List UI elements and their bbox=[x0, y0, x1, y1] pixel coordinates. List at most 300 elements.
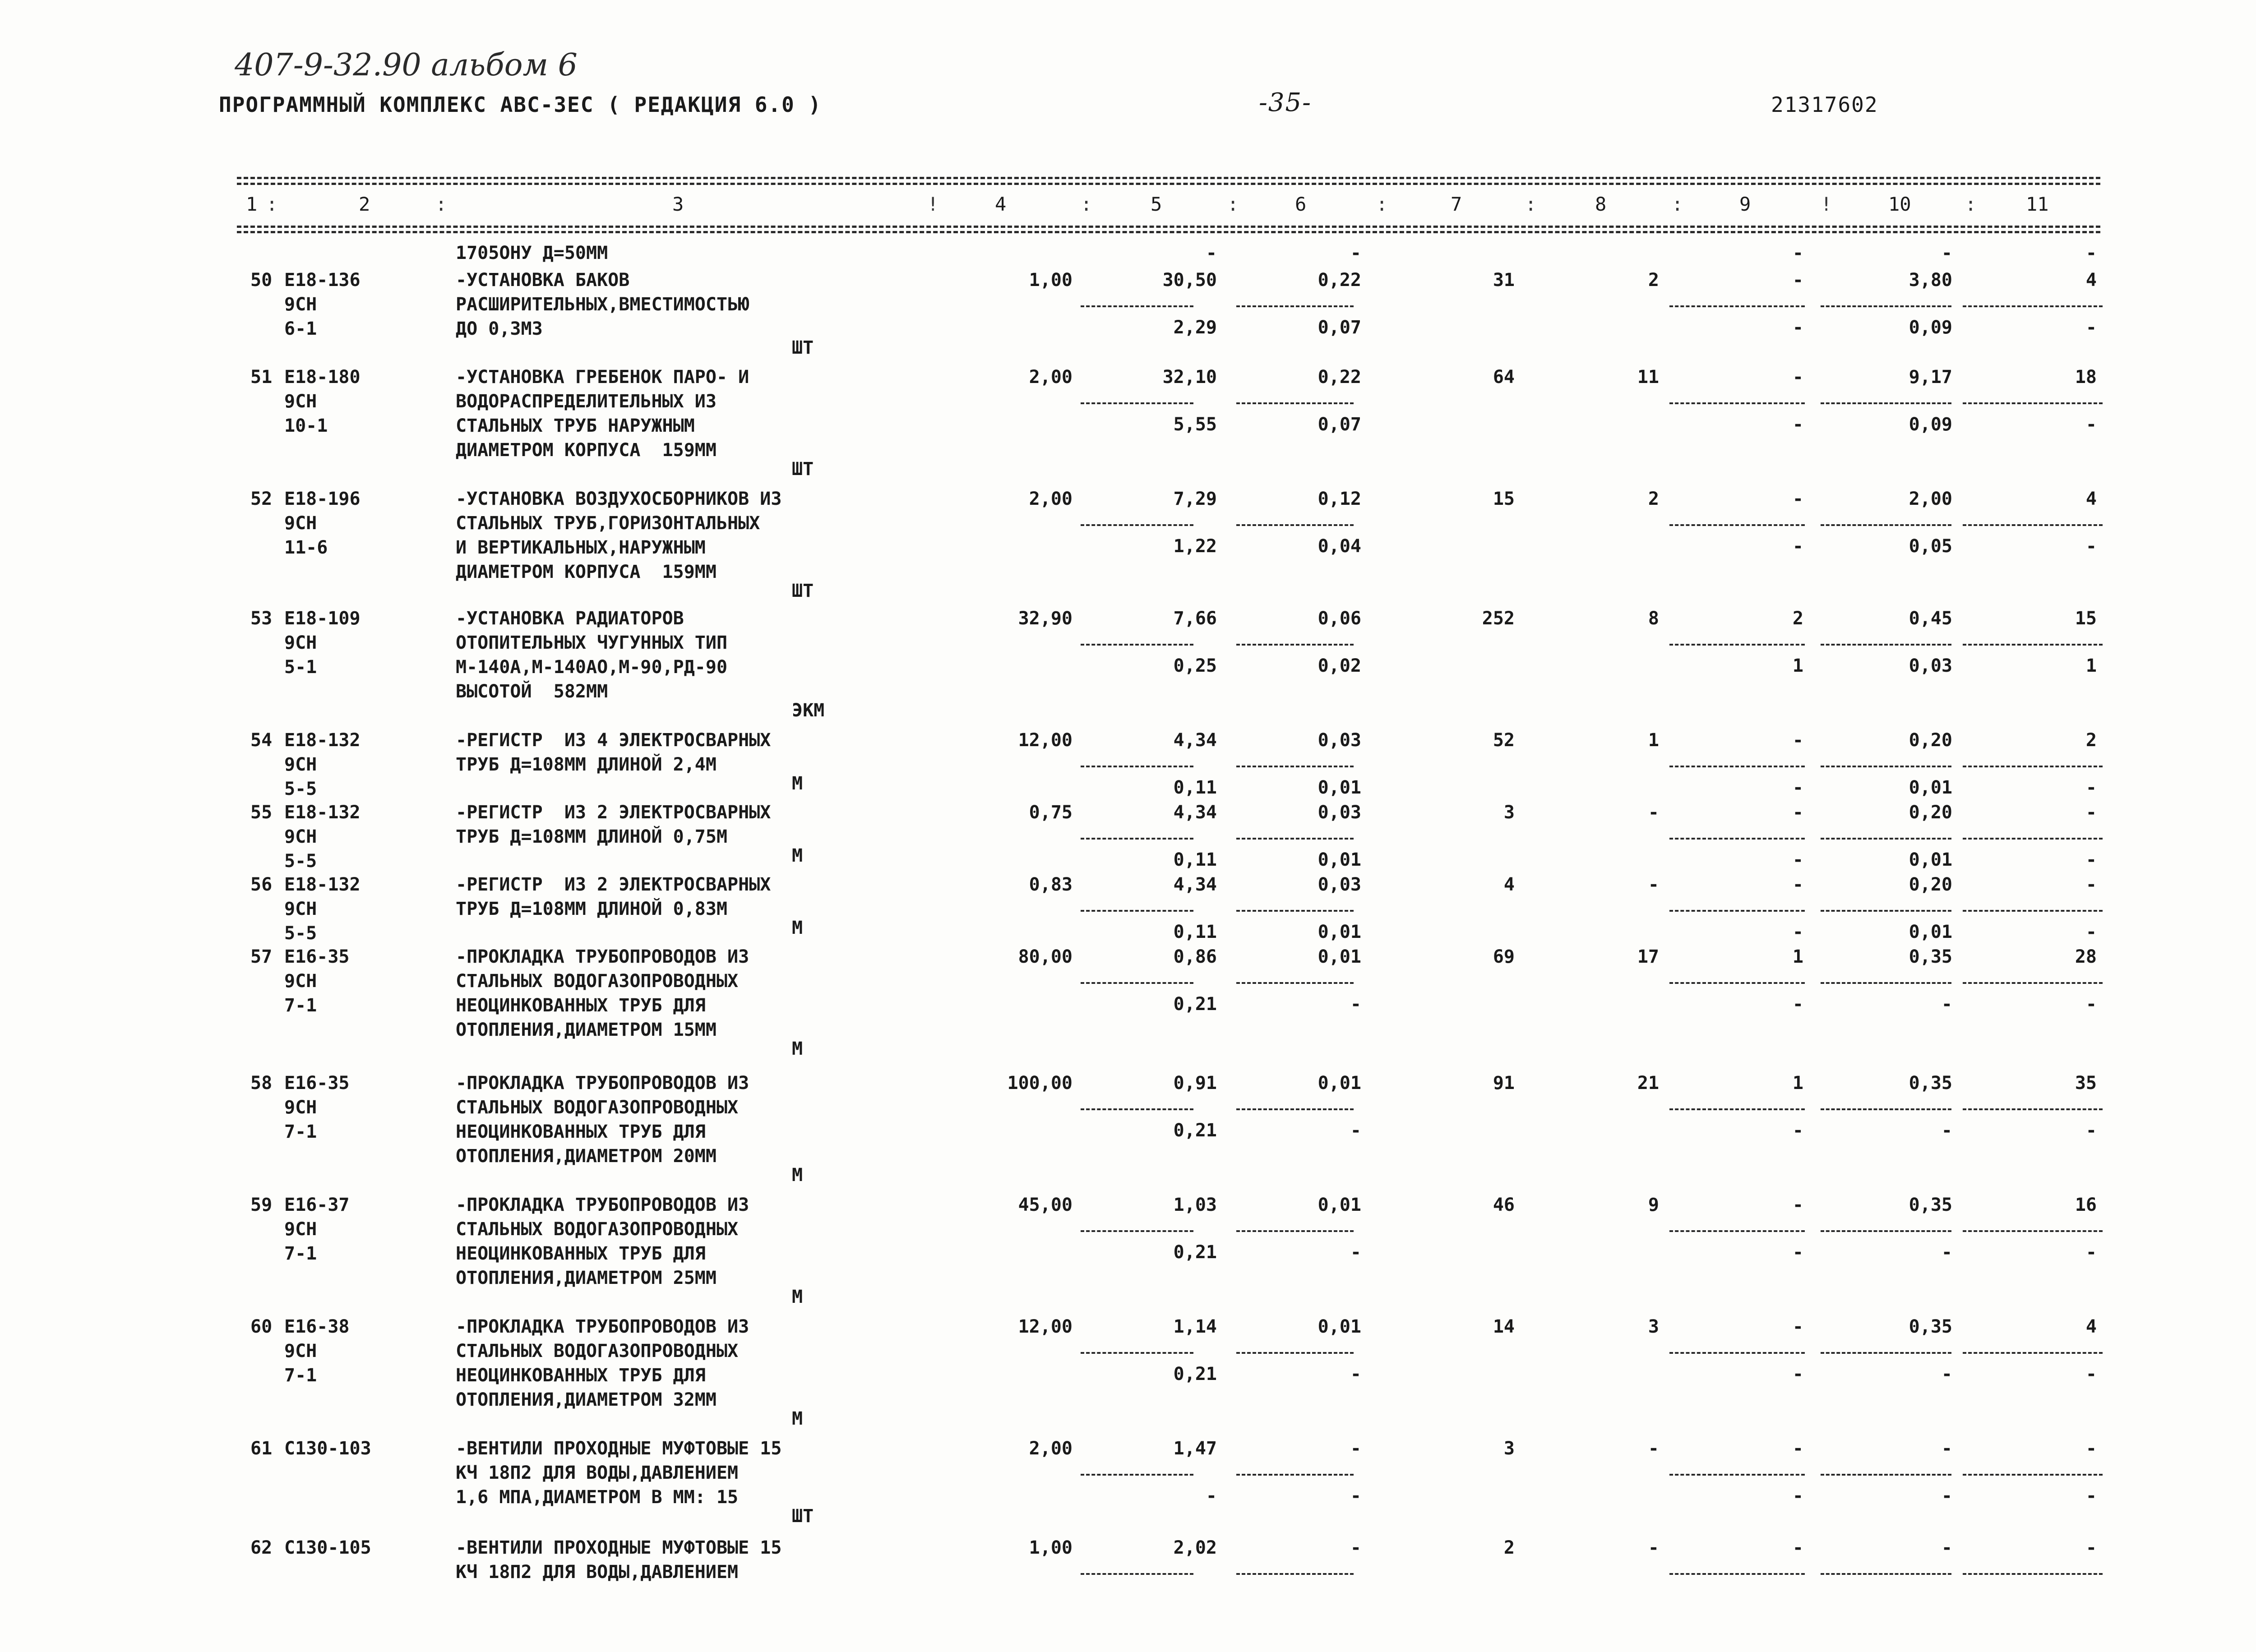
cell-c6: - bbox=[1350, 1537, 1361, 1558]
cell-c10b: 0,09 bbox=[1909, 414, 1952, 435]
norm-code: 7-1 bbox=[284, 1121, 317, 1142]
row-number: 55 bbox=[250, 802, 273, 823]
cell-divider-line bbox=[1963, 982, 2103, 984]
cell-divider-line bbox=[1821, 644, 1951, 646]
norm-code: 9СН bbox=[284, 294, 317, 315]
cell-c4: 32,90 bbox=[1018, 608, 1073, 629]
norm-code: Е18-180 bbox=[284, 367, 361, 388]
norm-code: С130-105 bbox=[284, 1537, 371, 1558]
cell-c6: 0,06 bbox=[1318, 608, 1361, 629]
work-description: -УСТАНОВКА БАКОВ bbox=[456, 270, 630, 291]
cell-c5b: 1,22 bbox=[1173, 536, 1217, 557]
cell-c10b: - bbox=[1941, 1364, 1952, 1384]
norm-code: 11-6 bbox=[284, 537, 328, 558]
cell-c7: 14 bbox=[1493, 1316, 1515, 1337]
cell-c6: 0,03 bbox=[1318, 730, 1361, 751]
norm-code: Е18-132 bbox=[284, 802, 361, 823]
norm-code: Е18-136 bbox=[284, 270, 361, 291]
row-number: 58 bbox=[250, 1073, 273, 1094]
cell-c5: 7,29 bbox=[1173, 489, 1217, 509]
cell-c5: 7,66 bbox=[1173, 608, 1217, 629]
cell-c6: 0,22 bbox=[1318, 270, 1361, 291]
cell-c11: 2 bbox=[2085, 730, 2097, 751]
cell-c5b: 0,11 bbox=[1173, 777, 1217, 798]
cell-divider-line bbox=[1821, 305, 1951, 307]
cell-c8: 1 bbox=[1648, 730, 1659, 751]
work-description: НЕОЦИНКОВАННЫХ ТРУБ ДЛЯ bbox=[456, 995, 706, 1016]
work-description: ОТОПИТЕЛЬНЫХ ЧУГУННЫХ ТИП bbox=[456, 632, 728, 653]
cell-c4: 2,00 bbox=[1029, 367, 1073, 388]
norm-code: Е16-38 bbox=[284, 1316, 350, 1337]
cell-divider-line bbox=[1081, 305, 1193, 307]
cell-c5: 4,34 bbox=[1173, 874, 1217, 895]
work-description: ВЫСОТОЙ 582ММ bbox=[456, 681, 608, 702]
work-description: -ПРОКЛАДКА ТРУБОПРОВОДОВ ИЗ bbox=[456, 1195, 749, 1215]
cell-divider-line bbox=[1821, 1108, 1951, 1110]
cell-divider-line bbox=[1081, 1230, 1193, 1232]
cell-divider-line bbox=[1236, 305, 1354, 307]
norm-code: 9СН bbox=[284, 632, 317, 653]
cell-c6: - bbox=[1350, 1438, 1361, 1459]
col-7: 7 bbox=[1451, 193, 1462, 215]
cell-c9: - bbox=[1792, 1438, 1803, 1459]
cell-divider-line bbox=[1236, 1230, 1354, 1232]
row-number: 62 bbox=[250, 1537, 273, 1558]
cell-c9: 2 bbox=[1792, 608, 1803, 629]
cell-c6: 0,03 bbox=[1318, 874, 1361, 895]
cell-divider-line bbox=[1236, 982, 1354, 984]
work-description: ОТОПЛЕНИЯ,ДИАМЕТРОМ 25ММ bbox=[456, 1268, 717, 1288]
cell-divider-line bbox=[1236, 402, 1354, 404]
work-description: ТРУБ Д=108ММ ДЛИНОЙ 0,83М bbox=[456, 899, 728, 919]
norm-code: Е18-132 bbox=[284, 874, 361, 895]
cell-c5b: 0,21 bbox=[1173, 1364, 1217, 1384]
cell-c10: 0,35 bbox=[1909, 1316, 1952, 1337]
norm-code: 7-1 bbox=[284, 995, 317, 1016]
cell-c6b: 0,01 bbox=[1318, 849, 1361, 870]
lead-c11: - bbox=[2085, 243, 2097, 263]
cell-c10: - bbox=[1941, 1537, 1952, 1558]
cell-c6b: - bbox=[1350, 1364, 1361, 1384]
cell-c11b: - bbox=[2085, 922, 2097, 942]
cell-c6b: 0,01 bbox=[1318, 777, 1361, 798]
cell-c10b: 0,09 bbox=[1909, 317, 1952, 338]
cell-c9: 1 bbox=[1792, 1073, 1803, 1094]
cell-c4: 2,00 bbox=[1029, 489, 1073, 509]
cell-c10: 9,17 bbox=[1909, 367, 1952, 388]
norm-code: 5-1 bbox=[284, 657, 317, 678]
program-title: ПРОГРАММНЫЙ КОМПЛЕКС АВС-3ЕС ( РЕДАКЦИЯ 6.0 ) bbox=[219, 92, 822, 117]
norm-code: 9СН bbox=[284, 391, 317, 412]
cell-c9b: 1 bbox=[1792, 655, 1803, 676]
cell-c11: 16 bbox=[2075, 1195, 2097, 1215]
cell-c11b: 1 bbox=[2085, 655, 2097, 676]
cell-c5b: 0,21 bbox=[1173, 1242, 1217, 1263]
cell-c7: 91 bbox=[1493, 1073, 1515, 1094]
norm-code: 9СН bbox=[284, 899, 317, 919]
norm-code: 9СН bbox=[284, 754, 317, 775]
cell-divider-line bbox=[1963, 910, 2103, 912]
cell-c4: 0,83 bbox=[1029, 874, 1073, 895]
row-number: 60 bbox=[250, 1316, 273, 1337]
cell-c10: - bbox=[1941, 1438, 1952, 1459]
cell-c10: 0,20 bbox=[1909, 802, 1952, 823]
cell-divider-line bbox=[1821, 402, 1951, 404]
cell-divider-line bbox=[1236, 1108, 1354, 1110]
unit-of-measure: М bbox=[792, 1038, 803, 1059]
col-1: 1 bbox=[246, 193, 258, 215]
cell-divider-line bbox=[1821, 1230, 1951, 1232]
cell-c5b: 0,11 bbox=[1173, 849, 1217, 870]
cell-c10b: 0,01 bbox=[1909, 849, 1952, 870]
cell-divider-line bbox=[1081, 644, 1193, 646]
cell-c11b: - bbox=[2085, 317, 2097, 338]
handwritten-album-note: 407-9-32.90 альбом 6 bbox=[235, 47, 578, 83]
cell-c5b: 0,21 bbox=[1173, 994, 1217, 1015]
col-10: 10 bbox=[1888, 193, 1911, 215]
cell-c5b: 0,11 bbox=[1173, 922, 1217, 942]
cell-c11: - bbox=[2085, 802, 2097, 823]
cell-c11: 4 bbox=[2085, 489, 2097, 509]
work-description: -ВЕНТИЛИ ПРОХОДНЫЕ МУФТОВЫЕ 15 bbox=[456, 1438, 782, 1459]
cell-divider-line bbox=[1963, 305, 2103, 307]
cell-divider-line bbox=[1081, 1474, 1193, 1476]
work-description: -УСТАНОВКА ВОЗДУХОСБОРНИКОВ ИЗ bbox=[456, 489, 782, 509]
norm-code: 9СН bbox=[284, 1097, 317, 1118]
cell-divider-line bbox=[1669, 910, 1805, 912]
cell-divider-line bbox=[1081, 1573, 1193, 1575]
row-number: 61 bbox=[250, 1438, 273, 1459]
work-description: КЧ 18П2 ДЛЯ ВОДЫ,ДАВЛЕНИЕМ bbox=[456, 1463, 739, 1483]
work-description: СТАЛЬНЫХ ВОДОГАЗОПРОВОДНЫХ bbox=[456, 1219, 739, 1240]
cell-divider-line bbox=[1081, 1108, 1193, 1110]
cell-c8: 2 bbox=[1648, 270, 1659, 291]
lead-c9: - bbox=[1792, 243, 1803, 263]
cell-divider-line bbox=[1821, 982, 1951, 984]
unit-of-measure: М bbox=[792, 1287, 803, 1307]
cell-c5b: - bbox=[1206, 1486, 1217, 1506]
work-description: -ПРОКЛАДКА ТРУБОПРОВОДОВ ИЗ bbox=[456, 1073, 749, 1094]
work-description: НЕОЦИНКОВАННЫХ ТРУБ ДЛЯ bbox=[456, 1243, 706, 1264]
cell-c5: 1,03 bbox=[1173, 1195, 1217, 1215]
cell-divider-line bbox=[1236, 524, 1354, 526]
norm-code: 10-1 bbox=[284, 415, 328, 436]
work-description: И ВЕРТИКАЛЬНЫХ,НАРУЖНЫМ bbox=[456, 537, 706, 558]
cell-c9b: - bbox=[1792, 849, 1803, 870]
cell-c6b: - bbox=[1350, 1486, 1361, 1506]
cell-c10: 2,00 bbox=[1909, 489, 1952, 509]
cell-divider-line bbox=[1963, 838, 2103, 840]
cell-c11b: - bbox=[2085, 1120, 2097, 1141]
cell-c11b: - bbox=[2085, 1242, 2097, 1263]
cell-c9: - bbox=[1792, 1537, 1803, 1558]
cell-divider-line bbox=[1081, 982, 1193, 984]
cell-c6b: - bbox=[1350, 1120, 1361, 1141]
cell-divider-line bbox=[1081, 766, 1193, 767]
cell-c4: 0,75 bbox=[1029, 802, 1073, 823]
norm-code: 9СН bbox=[284, 971, 317, 992]
cell-c9b: - bbox=[1792, 1120, 1803, 1141]
work-description: СТАЛЬНЫХ ТРУБ,ГОРИЗОНТАЛЬНЫХ bbox=[456, 513, 760, 534]
work-description: ОТОПЛЕНИЯ,ДИАМЕТРОМ 15ММ bbox=[456, 1020, 717, 1040]
col-2: 2 bbox=[359, 193, 370, 215]
cell-c5: 0,86 bbox=[1173, 946, 1217, 967]
cell-divider-line bbox=[1236, 1474, 1354, 1476]
norm-code: 9СН bbox=[284, 513, 317, 534]
work-description: ТРУБ Д=108ММ ДЛИНОЙ 0,75М bbox=[456, 826, 728, 847]
cell-c6: 0,12 bbox=[1318, 489, 1361, 509]
col-9: 9 bbox=[1739, 193, 1751, 215]
cell-divider-line bbox=[1669, 524, 1805, 526]
cell-c5: 32,10 bbox=[1162, 367, 1217, 388]
cell-c8: 11 bbox=[1637, 367, 1659, 388]
cell-divider-line bbox=[1821, 910, 1951, 912]
cell-c5b: 5,55 bbox=[1173, 414, 1217, 435]
work-description: -РЕГИСТР ИЗ 2 ЭЛЕКТРОСВАРНЫХ bbox=[456, 802, 771, 823]
cell-divider-line bbox=[1236, 910, 1354, 912]
cell-c5b: 0,21 bbox=[1173, 1120, 1217, 1141]
cell-c5: 2,02 bbox=[1173, 1537, 1217, 1558]
cell-divider-line bbox=[1963, 1230, 2103, 1232]
cell-c9: 1 bbox=[1792, 946, 1803, 967]
cell-divider-line bbox=[1669, 1352, 1805, 1354]
col-8: 8 bbox=[1595, 193, 1607, 215]
cell-divider-line bbox=[1963, 524, 2103, 526]
cell-c6b: 0,01 bbox=[1318, 922, 1361, 942]
work-description: ОТОПЛЕНИЯ,ДИАМЕТРОМ 20ММ bbox=[456, 1146, 717, 1167]
cell-c6b: - bbox=[1350, 994, 1361, 1015]
work-description: СТАЛЬНЫХ ВОДОГАЗОПРОВОДНЫХ bbox=[456, 1097, 739, 1118]
lead-c5: - bbox=[1206, 243, 1217, 263]
document-code: 21317602 bbox=[1771, 92, 1878, 117]
cell-divider-line bbox=[1821, 524, 1951, 526]
work-description: -ПРОКЛАДКА ТРУБОПРОВОДОВ ИЗ bbox=[456, 946, 749, 967]
norm-code: Е18-109 bbox=[284, 608, 361, 629]
cell-c8: 3 bbox=[1648, 1316, 1659, 1337]
norm-code: 5-5 bbox=[284, 923, 317, 944]
cell-c7: 64 bbox=[1493, 367, 1515, 388]
work-description: -УСТАНОВКА РАДИАТОРОВ bbox=[456, 608, 684, 629]
cell-c8: 21 bbox=[1637, 1073, 1659, 1094]
cell-c7: 31 bbox=[1493, 270, 1515, 291]
work-description: ДИАМЕТРОМ КОРПУСА 159ММ bbox=[456, 440, 717, 461]
cell-c9: - bbox=[1792, 802, 1803, 823]
cell-c11b: - bbox=[2085, 994, 2097, 1015]
cell-divider-line bbox=[1081, 402, 1193, 404]
cell-c4: 12,00 bbox=[1018, 1316, 1073, 1337]
work-description: -РЕГИСТР ИЗ 4 ЭЛЕКТРОСВАРНЫХ bbox=[456, 730, 771, 751]
unit-of-measure: М bbox=[792, 1165, 803, 1186]
cell-divider-line bbox=[1963, 402, 2103, 404]
cell-c7: 3 bbox=[1503, 802, 1515, 823]
cell-c7: 46 bbox=[1493, 1195, 1515, 1215]
cell-c6: 0,01 bbox=[1318, 1195, 1361, 1215]
cell-c5: 4,34 bbox=[1173, 802, 1217, 823]
norm-code: Е16-35 bbox=[284, 946, 350, 967]
cell-c6b: 0,04 bbox=[1318, 536, 1361, 557]
norm-code: С130-103 bbox=[284, 1438, 371, 1459]
cell-c8: 9 bbox=[1648, 1195, 1659, 1215]
cell-c9b: - bbox=[1792, 777, 1803, 798]
cell-c9: - bbox=[1792, 367, 1803, 388]
cell-c11: - bbox=[2085, 1537, 2097, 1558]
work-description: НЕОЦИНКОВАННЫХ ТРУБ ДЛЯ bbox=[456, 1121, 706, 1142]
cell-c10b: - bbox=[1941, 994, 1952, 1015]
cell-divider-line bbox=[1963, 1108, 2103, 1110]
work-description: СТАЛЬНЫХ ТРУБ НАРУЖНЫМ bbox=[456, 415, 695, 436]
cell-c8: - bbox=[1648, 874, 1659, 895]
cell-divider-line bbox=[1669, 838, 1805, 840]
work-description: -ПРОКЛАДКА ТРУБОПРОВОДОВ ИЗ bbox=[456, 1316, 749, 1337]
cell-c9: - bbox=[1792, 730, 1803, 751]
norm-code: 6-1 bbox=[284, 318, 317, 339]
work-description: РАСШИРИТЕЛЬНЫХ,ВМЕСТИМОСТЬЮ bbox=[456, 294, 749, 315]
work-description: СТАЛЬНЫХ ВОДОГАЗОПРОВОДНЫХ bbox=[456, 1341, 739, 1361]
cell-c10: 0,20 bbox=[1909, 730, 1952, 751]
cell-c11: 18 bbox=[2075, 367, 2097, 388]
cell-c11b: - bbox=[2085, 777, 2097, 798]
cell-c9: - bbox=[1792, 874, 1803, 895]
lead-c10: - bbox=[1941, 243, 1952, 263]
cell-c6b: - bbox=[1350, 1242, 1361, 1263]
cell-c9: - bbox=[1792, 1195, 1803, 1215]
cell-c11b: - bbox=[2085, 414, 2097, 435]
col-5: 5 bbox=[1151, 193, 1162, 215]
cell-divider-line bbox=[1669, 644, 1805, 646]
row-number: 57 bbox=[250, 946, 273, 967]
norm-code: Е16-35 bbox=[284, 1073, 350, 1094]
cell-c4: 1,00 bbox=[1029, 1537, 1073, 1558]
row-number: 50 bbox=[250, 270, 273, 291]
work-description: ТРУБ Д=108ММ ДЛИНОЙ 2,4М bbox=[456, 754, 717, 775]
norm-code: Е16-37 bbox=[284, 1195, 350, 1215]
cell-c7: 69 bbox=[1493, 946, 1515, 967]
cell-c9b: - bbox=[1792, 1486, 1803, 1506]
cell-c7: 252 bbox=[1482, 608, 1515, 629]
lead-desc: 1705ОНУ Д=50ММ bbox=[456, 243, 608, 263]
row-number: 56 bbox=[250, 874, 273, 895]
cell-c9b: - bbox=[1792, 1364, 1803, 1384]
cell-c6: 0,01 bbox=[1318, 946, 1361, 967]
cell-c9b: - bbox=[1792, 922, 1803, 942]
cell-c11: 28 bbox=[2075, 946, 2097, 967]
unit-of-measure: М bbox=[792, 918, 803, 938]
work-description: 1,6 МПА,ДИАМЕТРОМ В ММ: 15 bbox=[456, 1487, 739, 1508]
work-description: -РЕГИСТР ИЗ 2 ЭЛЕКТРОСВАРНЫХ bbox=[456, 874, 771, 895]
cell-c10: 0,35 bbox=[1909, 1073, 1952, 1094]
unit-of-measure: М bbox=[792, 773, 803, 794]
norm-code: 9СН bbox=[284, 1341, 317, 1361]
unit-of-measure: ШТ bbox=[792, 459, 814, 480]
cell-c10b: 0,01 bbox=[1909, 777, 1952, 798]
cell-divider-line bbox=[1081, 910, 1193, 912]
unit-of-measure: ШТ bbox=[792, 581, 814, 601]
cell-divider-line bbox=[1821, 1352, 1951, 1354]
work-description: ОТОПЛЕНИЯ,ДИАМЕТРОМ 32ММ bbox=[456, 1389, 717, 1410]
cell-c7: 52 bbox=[1493, 730, 1515, 751]
unit-of-measure: ШТ bbox=[792, 337, 814, 358]
col-6: 6 bbox=[1295, 193, 1307, 215]
col-3: 3 bbox=[672, 193, 684, 215]
cell-c9b: - bbox=[1792, 994, 1803, 1015]
cell-c10: 0,20 bbox=[1909, 874, 1952, 895]
cell-divider-line bbox=[1821, 838, 1951, 840]
cell-c10b: 0,05 bbox=[1909, 536, 1952, 557]
norm-code: 9СН bbox=[284, 826, 317, 847]
cell-c4: 100,00 bbox=[1007, 1073, 1073, 1094]
norm-code: 5-5 bbox=[284, 779, 317, 799]
col-11: 11 bbox=[2026, 193, 2049, 215]
unit-of-measure: ЭКМ bbox=[792, 700, 825, 721]
work-description: -УСТАНОВКА ГРЕБЕНОК ПАРО- И bbox=[456, 367, 749, 388]
cell-c4: 45,00 bbox=[1018, 1195, 1073, 1215]
row-number: 54 bbox=[250, 730, 273, 751]
cell-divider-line bbox=[1821, 766, 1951, 767]
cell-divider-line bbox=[1081, 1352, 1193, 1354]
cell-c4: 1,00 bbox=[1029, 270, 1073, 291]
row-number: 52 bbox=[250, 489, 273, 509]
cell-divider-line bbox=[1669, 305, 1805, 307]
row-number: 51 bbox=[250, 367, 273, 388]
cell-divider-line bbox=[1236, 644, 1354, 646]
row-number: 53 bbox=[250, 608, 273, 629]
cell-c7: 3 bbox=[1503, 1438, 1515, 1459]
column-header-row: 1 : 2 : 3 ! 4 : 5 : 6 : 7 : 8 : 9 ! 10 : 11 bbox=[246, 193, 2049, 215]
cell-c11b: - bbox=[2085, 536, 2097, 557]
cell-c6: 0,01 bbox=[1318, 1073, 1361, 1094]
cell-c10b: - bbox=[1941, 1486, 1952, 1506]
cell-divider-line bbox=[1821, 1474, 1951, 1476]
cell-divider-line bbox=[1963, 1352, 2103, 1354]
cell-c6b: 0,07 bbox=[1318, 317, 1361, 338]
cell-c7: 2 bbox=[1503, 1537, 1515, 1558]
cell-c5b: 2,29 bbox=[1173, 317, 1217, 338]
row-number: 59 bbox=[250, 1195, 273, 1215]
cell-c5b: 0,25 bbox=[1173, 655, 1217, 676]
cell-c9: - bbox=[1792, 489, 1803, 509]
cell-c5: 30,50 bbox=[1162, 270, 1217, 291]
cell-c5: 1,14 bbox=[1173, 1316, 1217, 1337]
unit-of-measure: М bbox=[792, 845, 803, 866]
cell-c6b: 0,02 bbox=[1318, 655, 1361, 676]
cell-divider-line bbox=[1669, 1573, 1805, 1575]
cell-c7: 4 bbox=[1503, 874, 1515, 895]
cell-c6: 0,22 bbox=[1318, 367, 1361, 388]
norm-code: 5-5 bbox=[284, 851, 317, 872]
cell-c5: 1,47 bbox=[1173, 1438, 1217, 1459]
cell-c5: 0,91 bbox=[1173, 1073, 1217, 1094]
cell-c8: 17 bbox=[1637, 946, 1659, 967]
cell-c4: 12,00 bbox=[1018, 730, 1073, 751]
cell-c6: 0,03 bbox=[1318, 802, 1361, 823]
cell-divider-line bbox=[1669, 1108, 1805, 1110]
norm-code: Е18-196 bbox=[284, 489, 361, 509]
work-description: ВОДОРАСПРЕДЕЛИТЕЛЬНЫХ ИЗ bbox=[456, 391, 717, 412]
cell-c9b: - bbox=[1792, 414, 1803, 435]
cell-c4: 2,00 bbox=[1029, 1438, 1073, 1459]
cell-c7: 15 bbox=[1493, 489, 1515, 509]
work-description: М-140А,М-140АО,М-90,РД-90 bbox=[456, 657, 728, 678]
cell-divider-line bbox=[1669, 1230, 1805, 1232]
cell-c8: 2 bbox=[1648, 489, 1659, 509]
cell-divider-line bbox=[1081, 524, 1193, 526]
page-number: -35- bbox=[1259, 88, 1312, 117]
cell-divider-line bbox=[1963, 644, 2103, 646]
cell-divider-line bbox=[1963, 766, 2103, 767]
unit-of-measure: ШТ bbox=[792, 1506, 814, 1527]
col-4: 4 bbox=[995, 193, 1007, 215]
cell-c6: 0,01 bbox=[1318, 1316, 1361, 1337]
